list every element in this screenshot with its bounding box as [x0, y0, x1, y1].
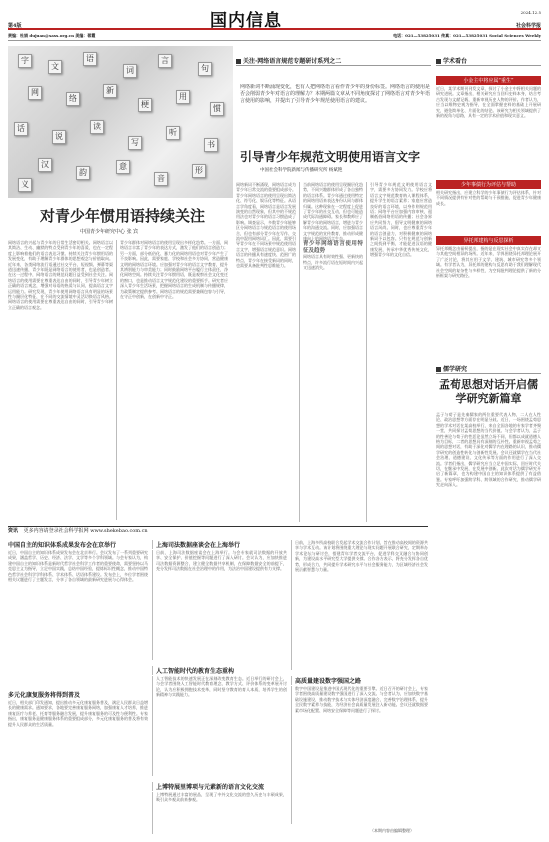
sidebar-header: 学术看台 [436, 56, 541, 66]
news-body-5: 日前，上海多所高校联合发起学术交流合作计划，旨在推动高校间的资源共享与学术互动。该计划将围绕重大理论与现实问题开展联合研究，定期举办学术论坛与研讨会，搭建青年学者交流平台，促进学科交叉融合与协同创新，为建设高水平研究型大学提供支撑。合作各方表示，将充分发挥各自优势，形成合力，共同提升学术研究水平与社会服务能力，为区域经济社会发展贡献智慧与力量。 [291, 540, 428, 670]
news-body-3: 日前，上海司法数据座谈会在上海举行。与会专家就司法数据的开放共享、安全保护、价值挖掘等问题进行了深入研讨。会议认为，应加快推进司法数据资源整合，建立健全数据共享机制，在保障数据安全的前提下，充分发挥司法数据在社会治理中的作用，为法治中国建设提供有力支撑。 [152, 550, 287, 660]
square-bullet-icon [236, 59, 241, 64]
news-title-1: 中国自主的知识体系成果发布会在京举行 [8, 542, 117, 549]
news-body-6: 上博特展通过丰富的展品，呈现了中外文化交流的悠久历史与丰硕成果，吸引众多观众前来参观。 [152, 792, 287, 834]
square-bullet-icon [436, 367, 441, 372]
square-bullet-icon [436, 59, 441, 64]
main-headline: 对青少年惯用语持续关注 [40, 207, 206, 225]
news-title-7: 高质量建设数字强国之路 [291, 676, 428, 685]
sidebar-item4-header: 儒学研究 [436, 364, 541, 374]
main-body-col1: 网络语言的兴起与青少年的日常生活密切相关。网络语言以其简洁、生动、幽默的特点受到青少年的喜爱，也在一定程度上影响着他们的语言表达习惯。持续关注青少年惯用语的发展变化，有助于理解青少年群体的思想观念与价值取向。近年来，各类网络流行语通过社交平台、短视频、弹幕等渠道迅速传播，青少年既是网络语言的使用者，也是创造者。在这一过程中，网络语言的规范问题日益受到社会关注。网络语言的使用需要在尊重表达自由的同时，引导青少年树立正确的语言观念，增强对母语的热爱与认同，提高语言文字运用能力。研究发现，青少年使用网络语言具有明显的场景性与圈层化特征，在不同的交流情境中灵活切换语言风格。网络语言的使用需要在尊重表达自由的同时，引导青少年树立正确的语言观念。 [8, 240, 113, 310]
sidebar-item4-body: 孟子与荀子是先秦儒家的两位重要代表人物，二人在人性论、政治思想等方面存在明显分歧。近日，一场围绕孟荀思想的学术对话在某高校举行，来自全国各地的专家学者齐聚一堂，共同探讨孟荀思想的当代价值。与会学者认为，孟子的性善论与荀子的性恶论虽然立场不同，但都以成就道德人格为目标，二者的思想具有深刻的互补性。重新审视孟荀之间的思想对话，有助于深化对儒学内在理路的认识，推动儒学研究的创造性转化与创新性发展。会议还就儒学在当代社会治理、道德建设、文化传承等方面的作用进行了深入交流。学者们指出，儒学研究应当立足中国实际，回应时代关切，在继承中发展，在发展中创新。此次对话为儒学研究开启了新篇章，也为构建中国自主的知识体系提供了有益借鉴。专家呼吁加强跨学科、跨领域的合作研究，推动儒学研究走向深入。 [436, 412, 541, 488]
footer-note: （本期内容由编辑整理） [370, 828, 414, 833]
section-title: 国内信息 [210, 11, 282, 31]
sidebar-item1-title: 小金主中将应属“重生” [436, 76, 541, 85]
page-number: 第4版 [8, 23, 22, 29]
series-body-col1: 网络新词不断涌现，网络语言成为青少年日常交流的重要组成部分。青少年网络语言的使用呈现出简洁化、符号化、娱乐化等特征。从语言学角度看，网络语言是语言发展演变的自然现象，但其中的不规范用法也对青少年的语言习惯造成了影响。调查显示，多数青少年能够区分网络语言与规范语言的使用场合，但也有部分青少年在写作、交流中混用网络词汇。因此，需要引导青少年在不同场景中规范使用语言文字，增强语言规范意识。网络语言的传播具有速度快、范围广的特点，青少年在接受新词的同时，也需要具备批判性思维能力。 [236, 182, 296, 269]
dice-photo: 字 文 语 词 言 句 网 络 新 梗 用 惯 话 说 读 写 听 书 汉 韵 意 音 形 义 [8, 46, 233, 198]
info-label: 资讯 [8, 528, 19, 534]
main-author: 中国青少年研究中心 张 宾 [80, 229, 139, 235]
news-title-6: 上博特展里博项与元素新的语言文化交流 [152, 782, 287, 791]
sidebar-item3-body: 异托邦概念由福柯提出，指的是在现实社会中真实存在却又与其他空间相异的场所。近年来，学界围绕异托邦理论展开了广泛讨论，将其应用于文学、建筑、城市研究等多个领域。有学者认为，异托邦的建构与反思有助于我们理解现代社会空间的复杂性与多样性，为空间批判理论提供了新的分析框架与研究路径。 [436, 246, 541, 279]
info-text[interactable]: 更多内容请登录社会科学报网 www.shekebao.com.cn [23, 528, 148, 534]
newspaper-name: 社会科学报 [515, 23, 541, 29]
sidebar-item1-body: 近日，某学术期刊刊发文章，探讨了小金主中将相关问题的研究进展。文章指出，相关研究应当回归史料本身，结合考古发现与文献记载，重新审视历史人物的评价。作者认为，应当以唯物史观为指导，在全面掌握史料的基础上开展研究，避免简单化、片面化的结论。该研究为相关领域提供了新的视角与思路，具有一定的学术价值和现实意义。 [436, 86, 541, 119]
news-body-2: 近日，相关部门印发通知，提出推动多元化康复服务普及，满足人民群众日益增长的健康需求。通知要求，各地要完善康复服务网络，加强康复人才培养，推进康复医疗与养老、托育等服务融合发展，提升康复服务的可及性与便利性。专家指出，康复服务是健康服务体系的重要组成部分，多元化康复服务的普及将有效提升人民群众的生活质量。 [8, 700, 148, 727]
news-body-1: 近日，中国自主的知识体系成果发布会在北京举行。会议发布了一系列重要研究成果，涵盖哲学、历史、经济、法学、文学等多个学科领域。与会专家认为，构建中国自主的知识体系是新时代哲学社会科学工作者的重要使命，需要坚持以马克思主义为指导，立足中国实践，总结中国经验，提炼标识性概念，推动中国特色哲学社会科学学科体系、学术体系、话语体系建设。发布会上，多位学者围绕相关议题进行了主题发言，分享了各自领域的最新研究进展与心得体会。 [8, 550, 148, 583]
editor-line [8, 33, 541, 41]
issue-date: 2024.12.5 [520, 10, 541, 15]
series-lead: 网络新词不断涌现变化，也有人把网络语言看作青少年的身份标签。网络语言的使用是否会削弱青少年对语言的理解力？本期两篇文章从不同角度探讨了网络语言对青少年语言使用的影响，并提出了引导青少年规范使用语言的建议。 [240, 84, 430, 104]
series-header: 关注·网络语言规范专题研讨系列之二 [236, 56, 431, 66]
sidebar-item4-title: 孟荀思想对话开启儒学研究新篇章 [439, 378, 538, 405]
series-title: 引导青少年规范文明使用语言文字 [240, 150, 421, 164]
info-bar [8, 526, 428, 535]
editors: 责编：杜娟 dujuan@sass.org.cn 美编：蓉霞 [8, 33, 96, 38]
news-title-3: 上海司法数据座谈会在上海举行 [152, 540, 287, 549]
series-body-col2: 当前网络语言的使用呈现圈层化趋势，不同兴趣群体形成了各自独特的语言体系。青少年通过使用特定的网络用语来表达身份认同与群体归属。这种现象在一定程度上促进了青少年的社交互动，但也可能造成代际沟通障碍。家长和教师应了解青少年的网络语言，增进与青少年的沟通交流。同时，应加强语言文字规范的宣传教育，推动形成健康向上的网络语言生态。 青少年网络语言使用特征及趋势 网络语言具有时效性强、更新快的特点，许多流行语在短时间内兴起又迅速消失。 [299, 182, 363, 522]
sidebar-item2-title: 少年事债行为评估与帮助 [436, 180, 541, 189]
sidebar-item3-title: 异托邦建构与反思探析 [436, 236, 541, 245]
news-title-2: 多元化康复服务将得到普及 [8, 692, 81, 699]
main-body-col2: 青少年群体对网络语言的使用呈现出多样化趋势。一方面，网络语言丰富了青少年的表达方式，激发了他们的语言创造力；另一方面，部分低俗化、暴力化的网络用语也对青少年产生了不良影响。因此，需要家庭、学校和社会多方协同，营造健康文明的网络语言环境。应加强对青少年的语言文字教育，提升其辨别能力与审美能力；同时鼓励网络平台履行主体责任，净化网络空间。持续关注青少年惯用语，既是观察社会文化变迁的窗口，也是推动语言文字规范化建设的重要抓手。研究者应深入青少年生活场景，把握网络语言的生成机制与传播规律，为政策制定提供参考。网络语言的规范需要兼顾包容与引导，在守正中创新，在创新中守正。 [116, 240, 228, 520]
series-author: 中国社会科学院新闻与传播研究所 杨斌艳 [260, 168, 343, 173]
series-body-col3: 引导青少年规范文明使用语言文字，需要多方协同发力。学校应将语言文字规范教育纳入课程体系，提升学生的语言素养；家庭应营造良好的语言环境，以身作则规范用语；网络平台应加强内容审核，遏制低俗网络用语的传播；社会各界应共同努力，倡导文明健康的网络语言风尚。同时，也应尊重青少年的语言创造力，对积极健康的网络新词予以包容。只有在规范与创新之间找到平衡，才能促进汉语的健康发展，传承中华优秀传统文化，增强青少年的文化自信。 [366, 182, 432, 522]
news-title-4: 人工智能时代的教育生态重构 [152, 666, 287, 675]
news-body-7: 数字中国建设是推进中国式现代化的重要引擎。近日召开的研讨会上，专家学者围绕高质量建设数字强国进行了深入交流。与会者认为，应加快数字基础设施建设，推动数字技术与实体经济深度融合，完善数字治理体系，提升全民数字素养与技能，为经济社会高质量发展注入新动能。会议还就数据要素市场化配置、网络安全保障等问题进行了探讨。 [291, 686, 428, 824]
sidebar-item2-body: 相关研究指出，应建立科学的少年事债行为评估体系，针对不同情况提供有针对性的帮助与干预措施，促进青少年健康成长。 [436, 190, 541, 206]
news-body-4: 人工智能技术的快速发展正在深刻改变教育生态。近日举行的研讨会上，与会学者围绕人工智能时代教育理念、教学方式、评价体系的变革展开讨论，认为应积极拥抱技术变革，同时坚守教育的育人本质，培养学生的创新精神与实践能力。 [152, 676, 287, 776]
series-subhead: 青少年网络语言使用特征及趋势 [303, 241, 363, 254]
contacts: 电话：021—53825031 传真：021—53825031 Social Sciences Weekly [393, 33, 541, 38]
